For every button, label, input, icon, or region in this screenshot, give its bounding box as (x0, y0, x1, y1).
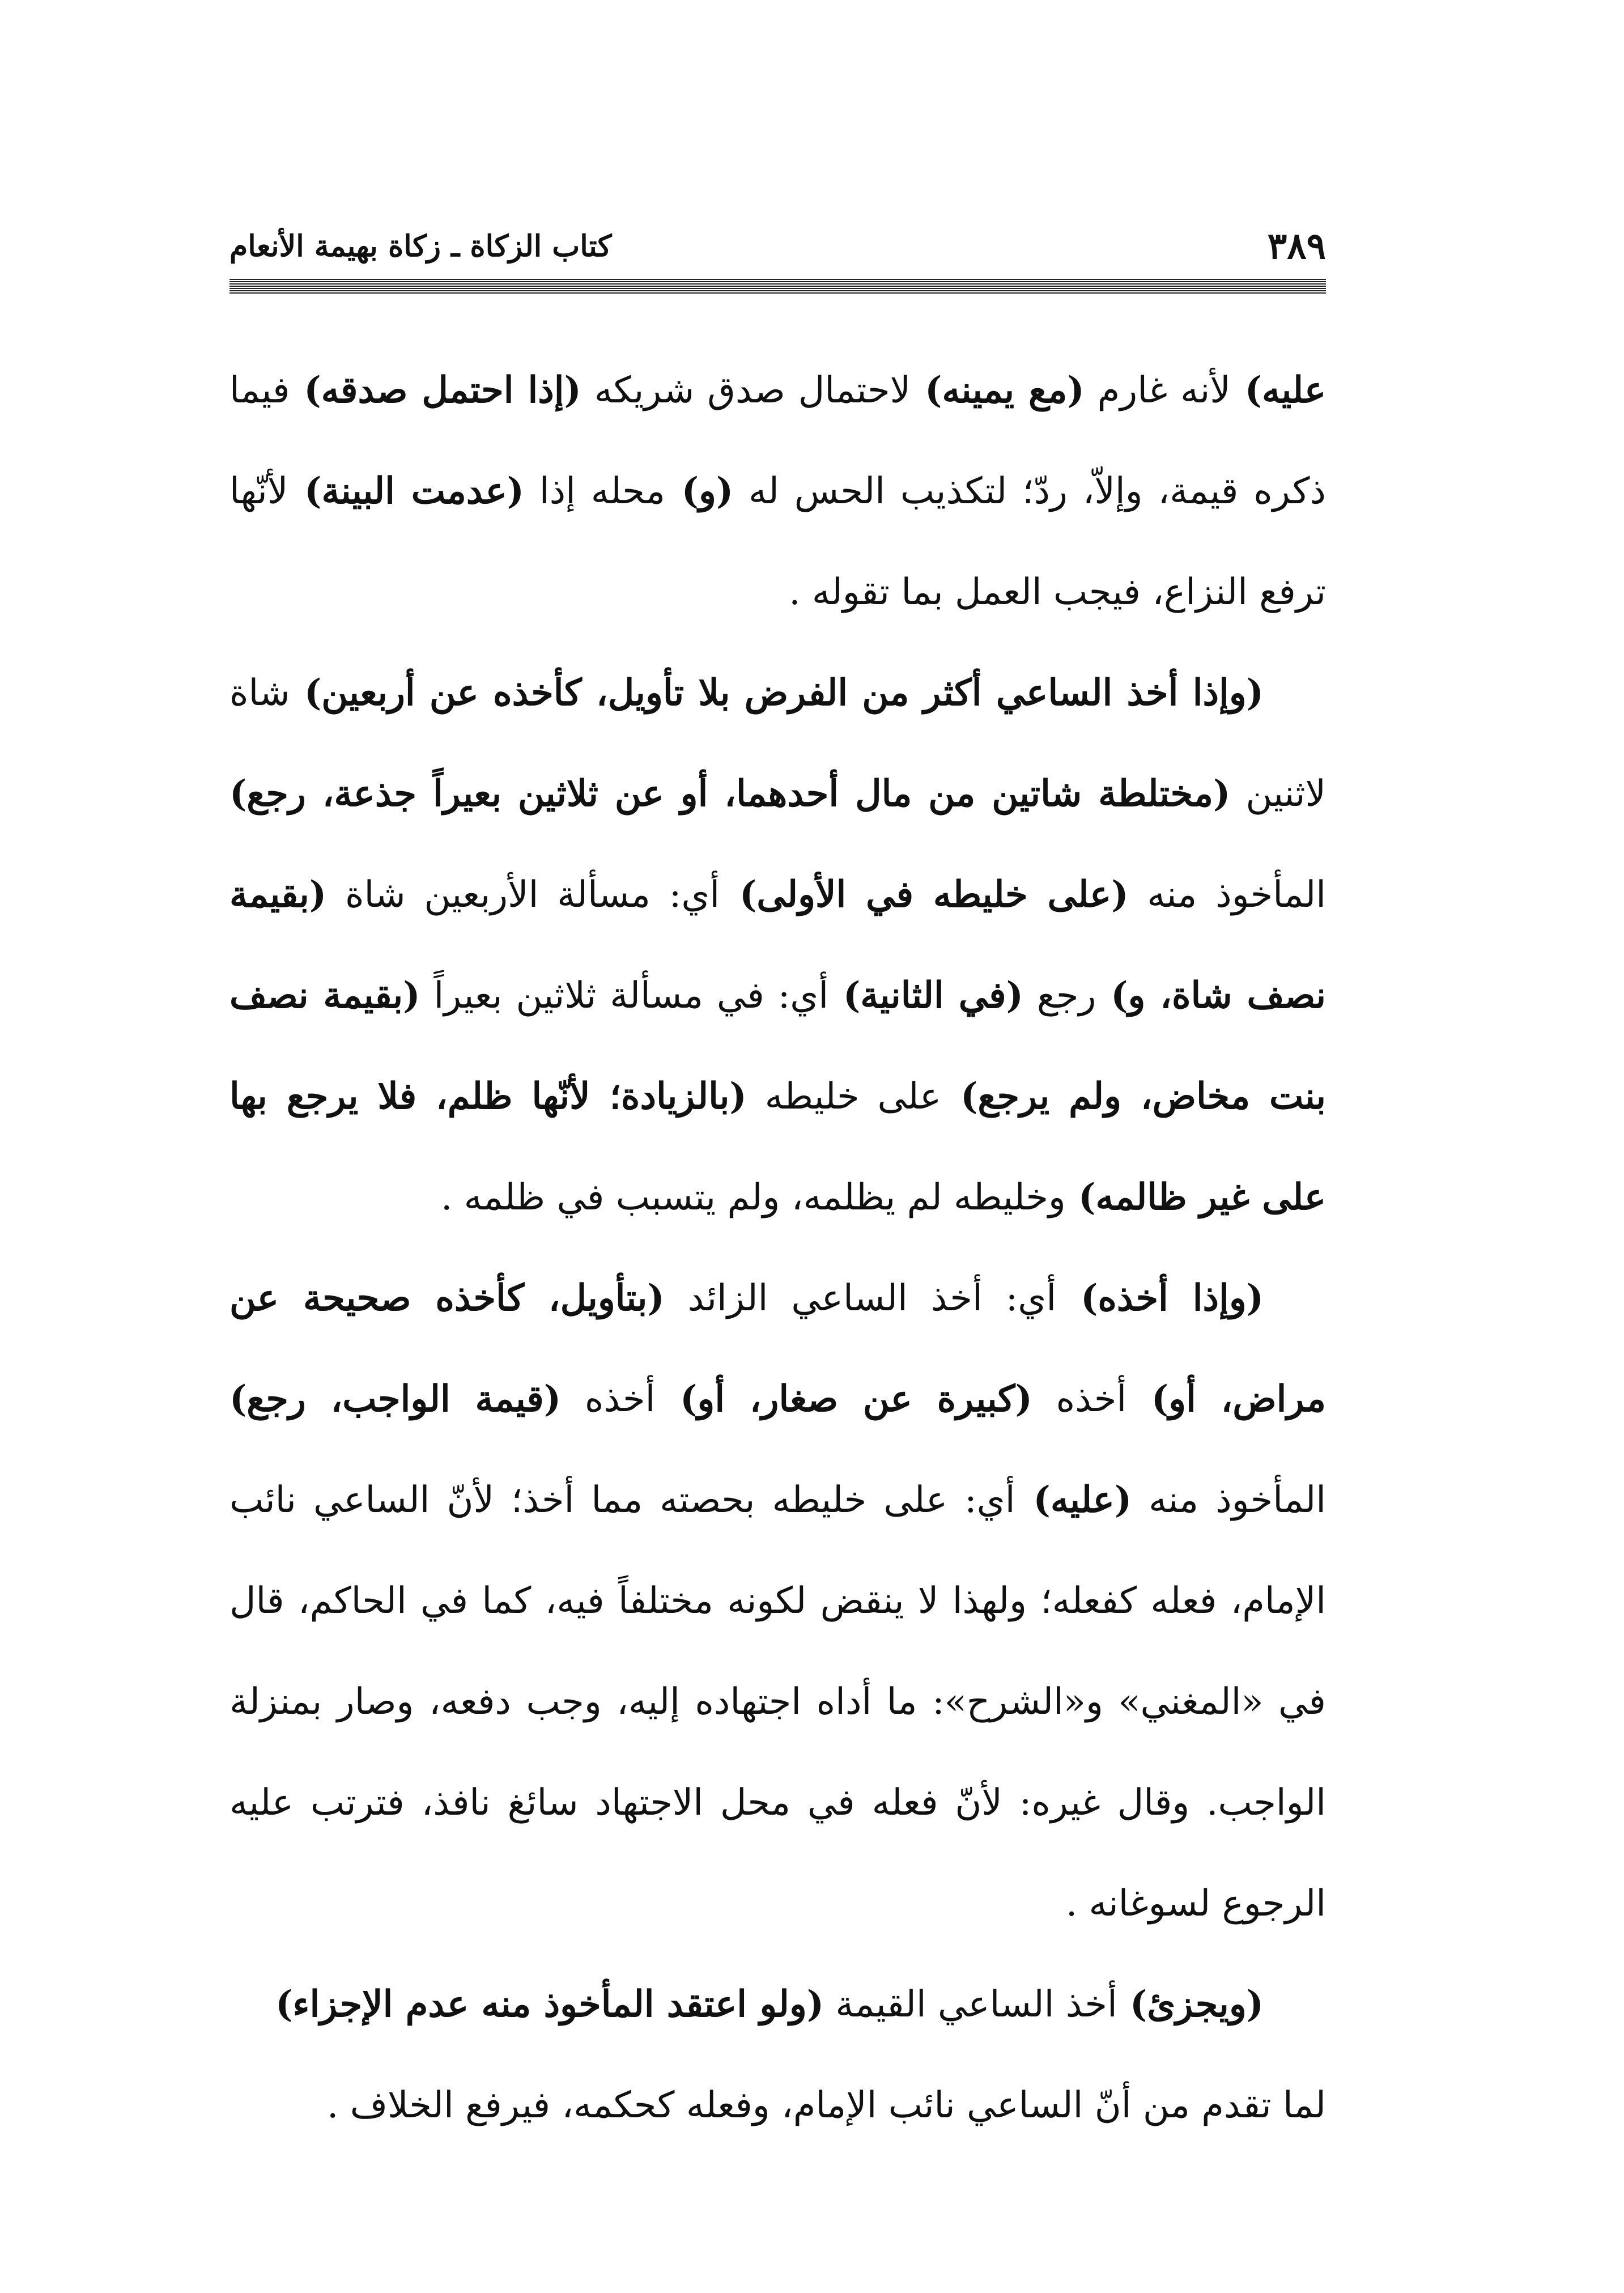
text-span: المأخوذ منه (1132, 1479, 1327, 1521)
text-span: المأخوذ منه (1128, 874, 1327, 916)
paragraph-1 (229, 340, 1326, 643)
body-text (229, 340, 1326, 2156)
text-span: فيما ذكره قيمة، وإلاّ، ردّ؛ لتكذيب الحس له (229, 370, 1327, 512)
paragraph-2 (229, 643, 1326, 1248)
bold-span: (بالزيادة؛ لأنّها ظلم، فلا يرجع بها على غير ظالمه) (229, 1075, 1326, 1218)
running-title: كتاب الزكاة ـ زكاة بهيمة الأنعام (229, 229, 612, 264)
bold-span: عليه) (1230, 369, 1327, 411)
paragraph-3 (229, 1248, 1326, 1954)
paragraph-4 (229, 1954, 1326, 2156)
bold-span: (بقيمة نصف بنت مخاض، ولم يرجع) (229, 974, 1327, 1118)
bold-span: (عليه) (1015, 1479, 1132, 1521)
text-span: لأنّها ترفع النزاع، فيجب العمل بما تقوله . (229, 470, 1326, 613)
text-span: أخذه (561, 1378, 656, 1420)
bold-span: (وإذا أخذه) (1056, 1277, 1264, 1319)
text-span: لاحتمال صدق شريكه (581, 370, 911, 411)
text-span: محله إذا (524, 470, 665, 512)
text-span: على خليطه (746, 1076, 942, 1118)
bold-span: (بتأويل، كأخذه صحيحة عن مراض، أو) (229, 1277, 1327, 1420)
bold-span: (عدمت البينة) (288, 470, 524, 512)
bold-span: (على خليطه في الأولى) (720, 873, 1129, 916)
text-span: لما تقدم من أنّ الساعي نائب الإمام، وفعله كحكمه، فيرفع الخلاف . (327, 2084, 1326, 2126)
bold-span: (في الثانية) (828, 974, 1023, 1017)
bold-span: (بقيمة نصف شاة، و) (229, 873, 1327, 1017)
text-span: أخذ الساعي القيمة (824, 1984, 1117, 2026)
bold-span: (ويجزئ) (1117, 1983, 1264, 2026)
bold-span: (إذا احتمل صدقه) (290, 369, 581, 411)
bold-span: (قيمة الواجب، رجع) (229, 1378, 562, 1420)
text-span: رجع (1023, 975, 1096, 1017)
text-span: أي: مسألة الأربعين شاة (326, 874, 720, 916)
header-rule (229, 279, 1326, 295)
bold-span: (مختلطة شاتين من مال أحدهما، أو عن ثلاثين بعيراً جذعة، رجع) (229, 772, 1231, 815)
text-span: أي: أخذ الساعي الزائد (664, 1277, 1057, 1319)
text-span: أخذه (1032, 1378, 1127, 1420)
bold-span: (مع يمينه) (911, 369, 1085, 411)
text-span: شاة لاثنين (229, 672, 1327, 815)
bold-span: (وإذا أخذ الساعي أكثر من الفرض بلا تأويل، كأخذه عن أربعين) (290, 672, 1264, 714)
page-number: ٣٨٩ (1267, 225, 1326, 267)
page-header (229, 224, 1326, 269)
bold-span: (كبيرة عن صغار، أو) (655, 1378, 1032, 1420)
bold-span: (و) (665, 470, 734, 512)
text-span: أي: في مسألة ثلاثين بعيراً (420, 975, 829, 1017)
bold-span: (ولو اعتقد المأخوذ منه عدم الإجزاء) (275, 1983, 824, 2026)
text-span: أي: على خليطه بحصته مما أخذ؛ لأنّ الساعي نائب الإمام، فعله كفعله؛ ولهذا لا ينقض لكونه مختلفاً فيه، كما في الحاكم، قال في «المغني» و«الشرح»: ما أداه اجتهاده إليه، وجب دفعه، وصار بمنزلة الواجب. وقال غيره: لأنّ فعله في محل الاجتهاد سائغ نافذ، فترتب عليه الرجوع لسوغانه . (229, 1479, 1326, 1925)
text-span: لأنه غارم (1084, 370, 1231, 411)
text-span: وخليطه لم يظلمه، ولم يتسبب في ظلمه . (440, 1177, 1066, 1218)
